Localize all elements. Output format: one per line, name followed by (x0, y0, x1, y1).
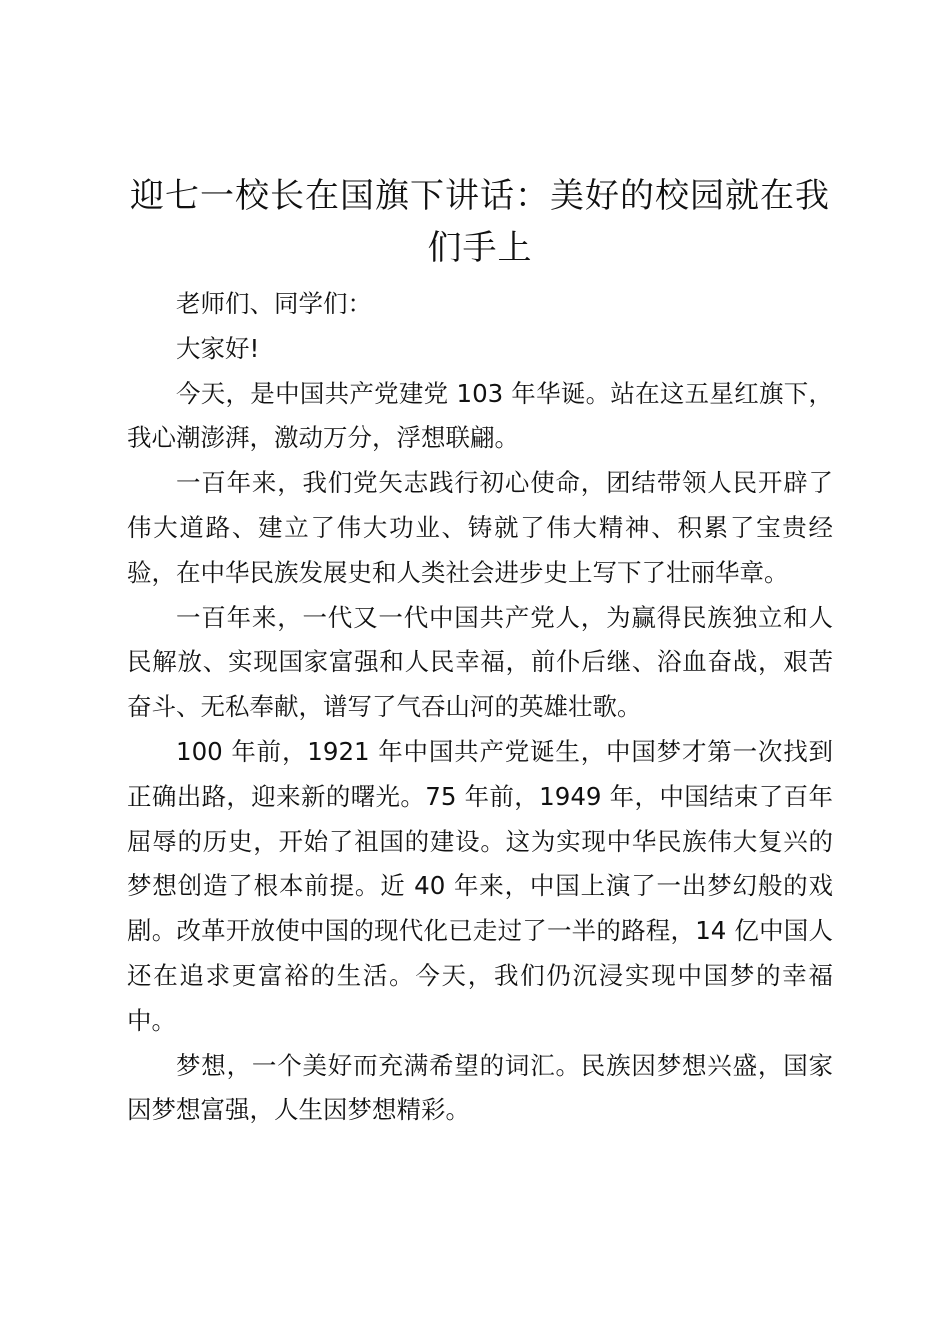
document-page (127, 170, 833, 1133)
paragraph-century-mission: 一百年来，我们党矢志践行初心使命，团结带领人民开辟了伟大道路、建立了伟大功业、铸就了伟大精神、积累了宝贵经验，在中华民族发展史和人类社会进步史上写下了壮丽华章。 (127, 468, 833, 587)
paragraph-salutation: 老师们、同学们： (176, 289, 372, 318)
paragraph-generations: 一百年来，一代又一代中国共产党人，为赢得民族独立和人民解放、实现国家富强和人民幸福，前仆后继、浴血奋战，艰苦奋斗、无私奉献，谱写了气吞山河的英雄壮歌。 (127, 602, 833, 722)
paragraph-greeting: 大家好! (176, 333, 260, 363)
paragraph-history: 100 年前，1921 年中国共产党诞生，中国梦才第一次找到正确出路，迎来新的曙光。75 年前，1949 年，中国结束了百年屈辱的历史，开始了祖国的建设。这为实现中华民族伟大复兴的梦想创造了根本前提。近 40 年来，中国上演了一出梦幻般的戏剧。改革开放使中国的现代化已走过了一半的路程，14 亿中国人还在追求更富裕的生活。今天，我们仍沉浸实现中国梦的幸福中。 (127, 736, 833, 1035)
document-title: 迎七一校长在国旗下讲话：美好的校园就在我们手上 (130, 176, 830, 268)
paragraph-anniversary: 今天，是中国共产党建党 103 年华诞。站在这五星红旗下，我心潮澎湃，激动万分，浮想联翩。 (127, 378, 833, 453)
paragraph-dream: 梦想，一个美好而充满希望的词汇。民族因梦想兴盛，国家因梦想富强，人生因梦想精彩。 (127, 1050, 833, 1125)
